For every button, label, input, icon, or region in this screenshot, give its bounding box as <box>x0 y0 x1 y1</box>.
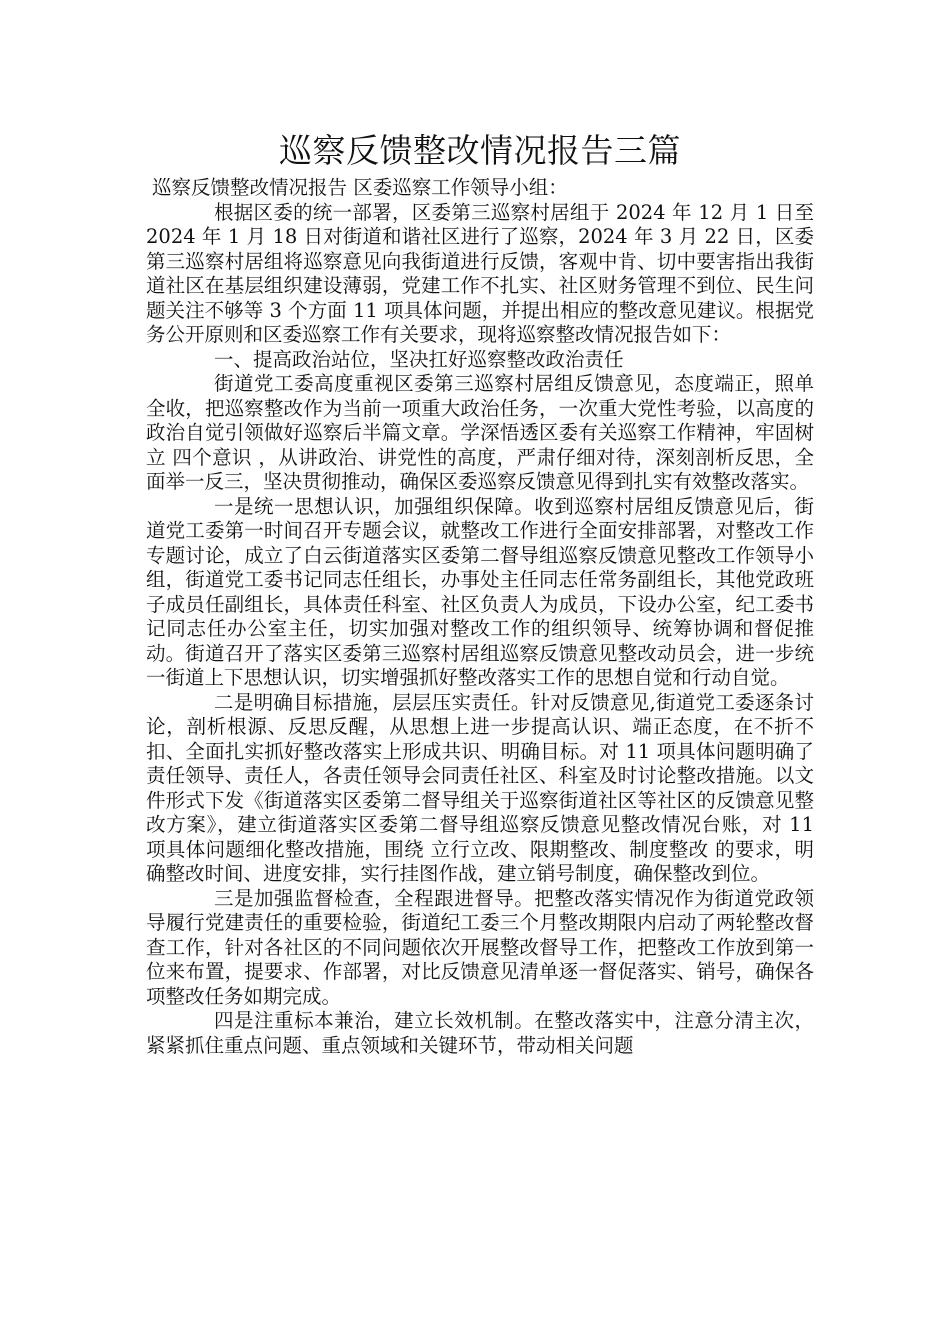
paragraph-point-3: 三是加强监督检查，全程跟进督导。把整改落实情况作为街道党政领导履行党建责任的重要检验，街道纪工委三个月整改期限内启动了两轮整改督查工作，针对各社区的不同问题依次开展整改督导工作，把整改工作放到第一位来布置，提要求、作部署，对比反馈意见清单逐一督促落实、销号，确保各项整改任务如期完成。 <box>146 886 814 1008</box>
paragraph-political-stance: 街道党工委高度重视区委第三巡察村居组反馈意见，态度端正，照单全收，把巡察整改作为当前一项重大政治任务，一次重大党性考验，以高度的政治自觉引领做好巡察后半篇文章。学深悟透区委有关巡察工作精神，牢固树立 四个意识 ，从讲政治、讲党性的高度，严肃仔细对待，深刻剖析反思，全面举一反三，坚决贯彻推动，确保区委巡察反馈意见得到扎实有效整改落实。 <box>146 372 814 493</box>
paragraph-point-4: 四是注重标本兼治，建立长效机制。在整改落实中，注意分清主次，紧紧抓住重点问题、重点领域和关键环节，带动相关问题 <box>146 1009 814 1057</box>
section-heading-1: 一、提高政治站位，坚决扛好巡察整改政治责任 <box>214 347 624 371</box>
document-title: 巡察反馈整改情况报告三篇 <box>279 131 681 170</box>
paragraph-point-1: 一是统一思想认识，加强组织保障。收到巡察村居组反馈意见后，街道党工委第一时间召开专题会议，就整改工作进行全面安排部署，对整改工作专题讨论，成立了白云街道落实区委第二督导组巡察反馈意见整改工作领导小组，街道党工委书记同志任组长，办事处主任同志任常务副组长，其他党政班子成员任副组长，具体责任科室、社区负责人为成员，下设办公室，纪工委书记同志任办公室主任，切实加强对整改工作的组织领导、统筹协调和督促推动。街道召开了落实区委第三巡察村居组巡察反馈意见整改动员会，进一步统一街道上下思想认识，切实增强抓好整改落实工作的思想自觉和行动自觉。 <box>146 494 814 689</box>
document-page <box>146 128 814 1058</box>
paragraph-intro: 根据区委的统一部署，区委第三巡察村居组于 2024 年 12 月 1 日至 2024 年 1 月 18 日对街道和谐社区进行了巡察，2024 年 3 月 22 日，区委第三巡察村居组将巡察意见向我街道进行反馈，客观中肯、切中要害指出我街道社区在基层组织建设薄弱，党建工作不扎实、社区财务管理不到位、民生问题关注不够等 3 个方面 11 项具体问题，并提出相应的整改意见建议。根据党务公开原则和区委巡察工作有关要求，现将巡察整改情况报告如下： <box>146 200 814 346</box>
paragraph-point-2: 二是明确目标措施，层层压实责任。针对反馈意见,街道党工委逐条讨论，剖析根源、反思反醒，从思想上进一步提高认识、端正态度，在不折不扣、全面扎实抓好整改落实上形成共识、明确目标。对 11 项具体问题明确了责任领导、责任人，各责任领导会同责任社区、科室及时讨论整改措施。以文件形式下发《街道落实区委第二督导组关于巡察街道社区等社区的反馈意见整改方案》，建立街道落实区委第二督导组巡察反馈意见整改情况台账，对 11 项具体问题细化整改措施，围绕 立行立改、限期整改、制度整改 的要求，明确整改时间、进度安排，实行挂图作战，建立销号制度，确保整改到位。 <box>146 690 814 885</box>
lead-line: 巡察反馈整改情况报告 区委巡察工作领导小组： <box>152 176 568 199</box>
